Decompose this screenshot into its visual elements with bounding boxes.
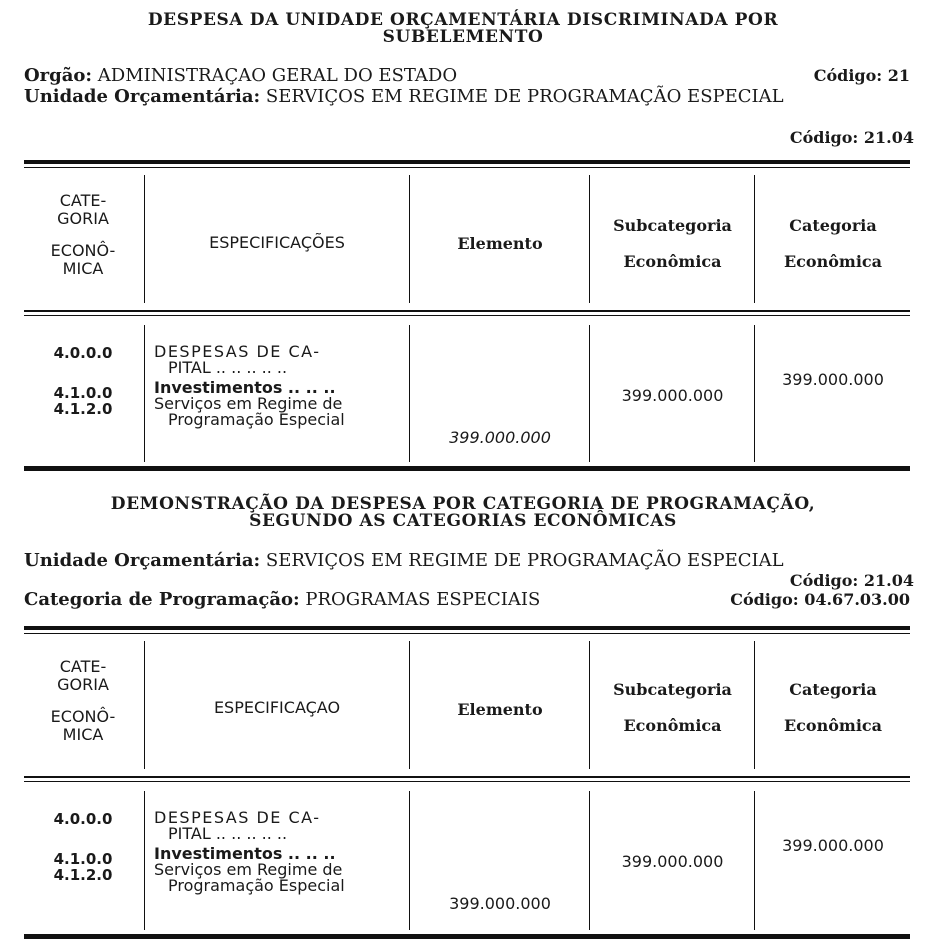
unidade-codigo-value-1: 21.04 <box>863 128 914 147</box>
spec2-line-4: Serviços em Regime de <box>154 860 343 879</box>
unidade-label-2: Unidade Orçamentária: <box>24 550 261 571</box>
header-cat-line2: GORIA <box>57 209 109 228</box>
spec2-line-3: Investimentos .. .. .. <box>154 844 336 863</box>
header-cat-line1: CATE- <box>59 191 107 210</box>
unidade-codigo-label-2: Código: <box>789 571 859 590</box>
programacao-codigo-label: Código: <box>730 590 799 609</box>
table-1 <box>24 160 910 476</box>
code-4120: 4.1.2.0 <box>53 400 113 418</box>
unidade-codigo-2 <box>790 571 914 590</box>
header-categ2-line1: Categoria <box>789 680 877 699</box>
section1-title <box>0 12 926 46</box>
spec-lines <box>154 344 408 444</box>
orgao-value: ADMINISTRAÇAO GERAL DO ESTADO <box>97 65 458 86</box>
unidade-codigo-value-2: 21.04 <box>863 571 914 590</box>
spec-line-1: DESPESAS DE CA- <box>154 342 321 361</box>
unidade-label-1: Unidade Orçamentária: <box>24 86 261 107</box>
categoria-value: 399.000.000 <box>782 370 884 389</box>
section2-title-line1: DEMONSTRAÇÃO DA DESPESA POR CATEGORIA DE PROGRAMAÇÃO, <box>110 494 816 514</box>
header-cat2-line3: ECONÔ- <box>50 707 116 726</box>
code2-4000: 4.0.0.0 <box>53 810 113 828</box>
header-cat-line3: ECONÔ- <box>50 241 116 260</box>
orgao-codigo-label: Código: <box>813 66 883 85</box>
elemento-value-2: 399.000.000 <box>449 894 551 913</box>
header-elemento: Elemento <box>457 234 543 253</box>
header-subcat2-line2: Econômica <box>623 716 722 735</box>
section1-title-line2: SUBELEMENTO <box>382 27 544 47</box>
orgao-codigo-value: 21 <box>887 66 910 85</box>
header-cat2-line2: GORIA <box>57 675 109 694</box>
code-4000: 4.0.0.0 <box>53 344 113 362</box>
spec2-line-5: Programação Especial <box>168 876 345 895</box>
unidade-value-1: SERVIÇOS EM REGIME DE PROGRAMAÇÃO ESPECIAL <box>265 86 784 107</box>
unidade-codigo-1 <box>790 128 914 147</box>
section1-title-line1: DESPESA DA UNIDADE ORÇAMENTÁRIA DISCRIMINADA POR <box>147 10 779 30</box>
header-subcategoria <box>591 216 754 272</box>
header-categoria-economica <box>24 192 142 278</box>
codes-column <box>24 344 142 424</box>
table-2 <box>24 626 910 944</box>
programacao-value: PROGRAMAS ESPECIAIS <box>305 589 541 610</box>
section2-title <box>0 496 926 530</box>
header-categ-line2: Econômica <box>783 252 883 271</box>
header-subcategoria-2 <box>591 680 754 736</box>
section2-title-line2: SEGUNDO AS CATEGORIAS ECONÔMICAS <box>249 511 677 531</box>
subcategoria-value: 399.000.000 <box>621 386 724 405</box>
programacao-row <box>24 590 916 610</box>
spec-lines-2 <box>154 810 408 910</box>
unidade-codigo-label-1: Código: <box>789 128 859 147</box>
header-categoria <box>756 216 910 272</box>
header-categoria-economica-2 <box>24 658 142 744</box>
spec-line-5: Programação Especial <box>168 410 345 429</box>
header-categ2-line2: Econômica <box>783 716 883 735</box>
spec-line-4: Serviços em Regime de <box>154 394 343 413</box>
subcategoria-value-2: 399.000.000 <box>621 852 724 871</box>
header-especificacoes: ESPECIFICAÇÕES <box>209 233 345 252</box>
orgao-codigo <box>814 66 910 86</box>
spec-line-3: Investimentos .. .. .. <box>154 378 336 397</box>
spec-line-2: PITAL .. .. .. .. .. <box>168 358 288 377</box>
code2-4100: 4.1.0.0 <box>53 850 113 868</box>
categoria-value-2: 399.000.000 <box>782 836 884 855</box>
orgao-row <box>24 66 916 86</box>
programacao-codigo <box>730 590 910 610</box>
programacao-label: Categoria de Programação: <box>24 589 300 610</box>
header-cat2-line4: MICA <box>62 725 104 744</box>
header-cat-line4: MICA <box>62 259 104 278</box>
header-categoria-2 <box>756 680 910 736</box>
spec2-line-2: PITAL .. .. .. .. .. <box>168 824 288 843</box>
header-elemento-2: Elemento <box>457 700 543 719</box>
code-4100: 4.1.0.0 <box>53 384 113 402</box>
spec2-line-1: DESPESAS DE CA- <box>154 808 321 827</box>
header-cat2-line1: CATE- <box>59 657 107 676</box>
programacao-codigo-value: 04.67.03.00 <box>804 590 910 609</box>
orgao-label: Orgão: <box>24 65 93 86</box>
unidade-row-2 <box>24 551 916 571</box>
header-subcat-line1: Subcategoria <box>613 216 732 235</box>
unidade-row-1 <box>24 87 916 107</box>
unidade-value-2: SERVIÇOS EM REGIME DE PROGRAMAÇÃO ESPECIAL <box>265 550 784 571</box>
header-categ-line1: Categoria <box>789 216 877 235</box>
header-especificacao: ESPECIFICAÇAO <box>213 698 341 717</box>
elemento-value: 399.000.000 <box>449 428 551 447</box>
header-subcat-line2: Econômica <box>623 252 722 271</box>
codes-column-2 <box>24 810 142 890</box>
header-subcat2-line1: Subcategoria <box>613 680 732 699</box>
code2-4120: 4.1.2.0 <box>53 866 113 884</box>
